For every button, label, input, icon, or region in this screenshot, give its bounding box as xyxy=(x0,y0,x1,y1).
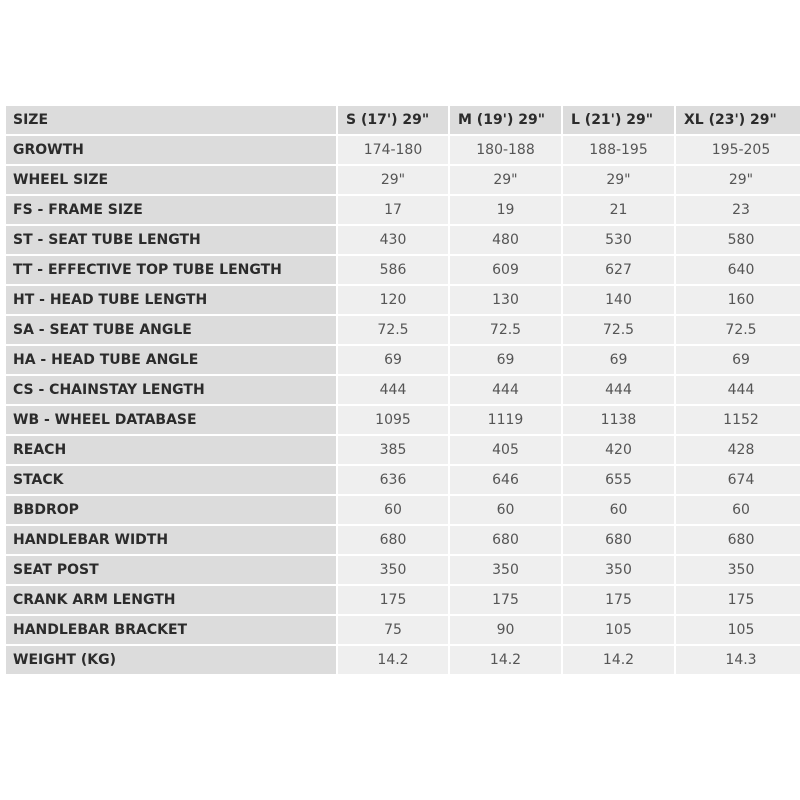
row-value: 609 xyxy=(450,256,561,284)
row-value: 90 xyxy=(450,616,561,644)
table-row xyxy=(6,406,800,434)
table-row xyxy=(6,346,800,374)
row-value: 69 xyxy=(676,346,800,374)
row-value: 580 xyxy=(676,226,800,254)
row-value: 14.2 xyxy=(450,646,561,674)
row-value: 680 xyxy=(676,526,800,554)
table-row xyxy=(6,376,800,404)
table-row xyxy=(6,646,800,674)
row-value: 75 xyxy=(338,616,448,644)
row-value: 29" xyxy=(338,166,448,194)
row-value: 69 xyxy=(450,346,561,374)
row-value: 444 xyxy=(676,376,800,404)
row-value: 14.3 xyxy=(676,646,800,674)
row-value: 1095 xyxy=(338,406,448,434)
row-value: 175 xyxy=(676,586,800,614)
row-value: 105 xyxy=(563,616,674,644)
row-value: 29" xyxy=(676,166,800,194)
row-value: 60 xyxy=(563,496,674,524)
row-label: SEAT POST xyxy=(6,556,336,584)
row-value: 586 xyxy=(338,256,448,284)
row-value: 69 xyxy=(563,346,674,374)
row-value: 444 xyxy=(450,376,561,404)
row-label: CRANK ARM LENGTH xyxy=(6,586,336,614)
row-value: 350 xyxy=(676,556,800,584)
row-label: GROWTH xyxy=(6,136,336,164)
row-label: REACH xyxy=(6,436,336,464)
row-label: HANDLEBAR WIDTH xyxy=(6,526,336,554)
row-value: 680 xyxy=(450,526,561,554)
row-value: 14.2 xyxy=(338,646,448,674)
header-size-label: SIZE xyxy=(6,106,336,134)
header-size-m: M (19') 29" xyxy=(450,106,561,134)
row-label: WEIGHT (KG) xyxy=(6,646,336,674)
row-value: 175 xyxy=(450,586,561,614)
row-value: 1138 xyxy=(563,406,674,434)
row-value: 175 xyxy=(338,586,448,614)
row-value: 60 xyxy=(676,496,800,524)
row-value: 627 xyxy=(563,256,674,284)
row-value: 530 xyxy=(563,226,674,254)
row-value: 60 xyxy=(338,496,448,524)
row-label: BBDROP xyxy=(6,496,336,524)
row-value: 69 xyxy=(338,346,448,374)
row-value: 1152 xyxy=(676,406,800,434)
row-label: WB - WHEEL DATABASE xyxy=(6,406,336,434)
row-value: 350 xyxy=(450,556,561,584)
header-size-l: L (21') 29" xyxy=(563,106,674,134)
table-row xyxy=(6,616,800,644)
row-value: 29" xyxy=(563,166,674,194)
row-value: 195-205 xyxy=(676,136,800,164)
table-row xyxy=(6,166,800,194)
row-value: 655 xyxy=(563,466,674,494)
table-body xyxy=(6,136,800,674)
table-row xyxy=(6,496,800,524)
table-row xyxy=(6,136,800,164)
row-label: HANDLEBAR BRACKET xyxy=(6,616,336,644)
geometry-table xyxy=(4,104,800,676)
row-value: 14.2 xyxy=(563,646,674,674)
row-label: HT - HEAD TUBE LENGTH xyxy=(6,286,336,314)
row-label: HA - HEAD TUBE ANGLE xyxy=(6,346,336,374)
table-row xyxy=(6,256,800,284)
row-value: 140 xyxy=(563,286,674,314)
table-header-row xyxy=(6,106,800,134)
row-value: 60 xyxy=(450,496,561,524)
row-value: 174-180 xyxy=(338,136,448,164)
row-value: 405 xyxy=(450,436,561,464)
row-value: 72.5 xyxy=(338,316,448,344)
row-value: 120 xyxy=(338,286,448,314)
row-value: 29" xyxy=(450,166,561,194)
row-value: 480 xyxy=(450,226,561,254)
table-row xyxy=(6,466,800,494)
header-size-xl: XL (23') 29" xyxy=(676,106,800,134)
row-value: 21 xyxy=(563,196,674,224)
row-value: 23 xyxy=(676,196,800,224)
row-value: 420 xyxy=(563,436,674,464)
row-value: 19 xyxy=(450,196,561,224)
row-value: 130 xyxy=(450,286,561,314)
row-value: 428 xyxy=(676,436,800,464)
row-label: SA - SEAT TUBE ANGLE xyxy=(6,316,336,344)
row-value: 188-195 xyxy=(563,136,674,164)
row-value: 1119 xyxy=(450,406,561,434)
table-row xyxy=(6,286,800,314)
table-row xyxy=(6,526,800,554)
row-value: 680 xyxy=(338,526,448,554)
row-value: 72.5 xyxy=(563,316,674,344)
row-value: 17 xyxy=(338,196,448,224)
row-value: 640 xyxy=(676,256,800,284)
row-label: ST - SEAT TUBE LENGTH xyxy=(6,226,336,254)
row-value: 680 xyxy=(563,526,674,554)
row-value: 105 xyxy=(676,616,800,644)
row-value: 646 xyxy=(450,466,561,494)
row-label: STACK xyxy=(6,466,336,494)
row-label: TT - EFFECTIVE TOP TUBE LENGTH xyxy=(6,256,336,284)
row-label: WHEEL SIZE xyxy=(6,166,336,194)
table-row xyxy=(6,196,800,224)
geometry-table-container xyxy=(4,104,800,676)
row-label: FS - FRAME SIZE xyxy=(6,196,336,224)
row-value: 175 xyxy=(563,586,674,614)
row-value: 674 xyxy=(676,466,800,494)
row-value: 350 xyxy=(563,556,674,584)
row-label: CS - CHAINSTAY LENGTH xyxy=(6,376,336,404)
table-row xyxy=(6,316,800,344)
row-value: 72.5 xyxy=(450,316,561,344)
row-value: 444 xyxy=(563,376,674,404)
row-value: 636 xyxy=(338,466,448,494)
table-row xyxy=(6,226,800,254)
row-value: 160 xyxy=(676,286,800,314)
table-row xyxy=(6,556,800,584)
row-value: 350 xyxy=(338,556,448,584)
row-value: 444 xyxy=(338,376,448,404)
table-row xyxy=(6,586,800,614)
row-value: 385 xyxy=(338,436,448,464)
row-value: 72.5 xyxy=(676,316,800,344)
row-value: 180-188 xyxy=(450,136,561,164)
table-row xyxy=(6,436,800,464)
row-value: 430 xyxy=(338,226,448,254)
header-size-s: S (17') 29" xyxy=(338,106,448,134)
